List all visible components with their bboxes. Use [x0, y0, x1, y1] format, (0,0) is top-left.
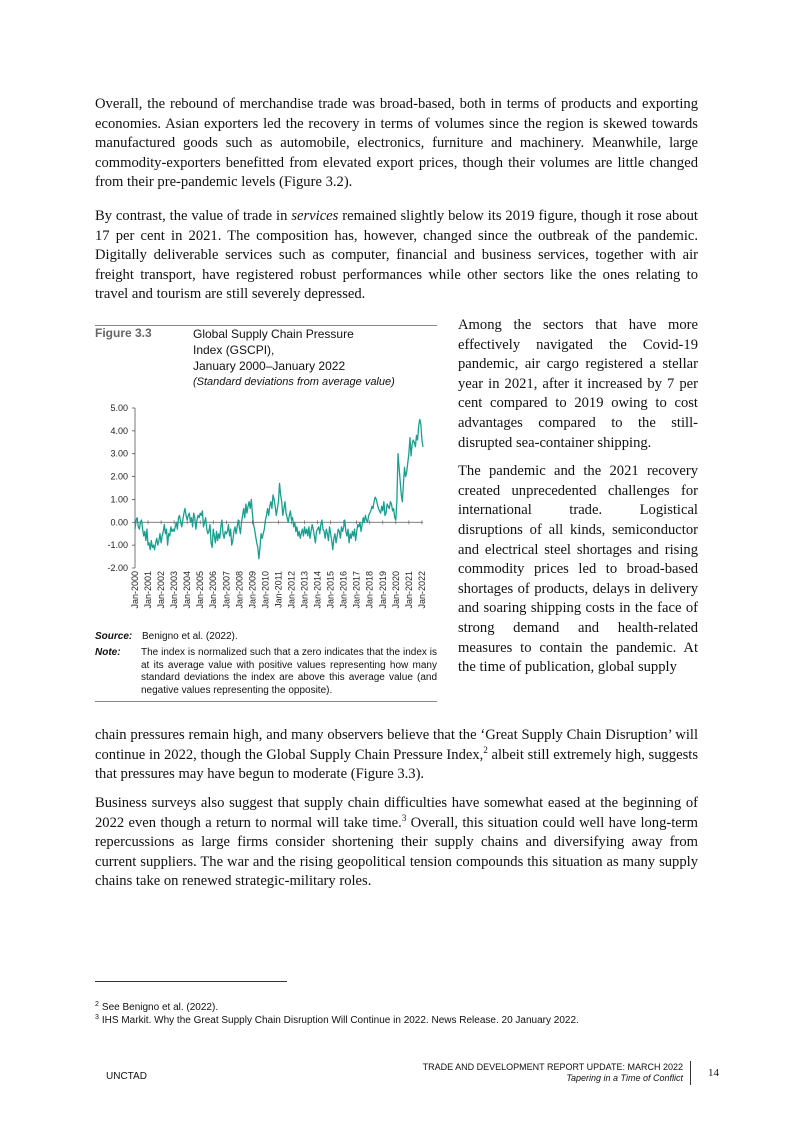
note-label: Note:: [95, 647, 121, 658]
figure-title: [193, 326, 433, 390]
x-tick-label: Jan-2012: [286, 571, 297, 609]
x-tick-label: Jan-2019: [377, 571, 388, 609]
y-tick-label: 0.00: [110, 517, 128, 528]
figure-subtitle: (Standard deviations from average value): [193, 376, 395, 388]
x-tick-label: Jan-2015: [325, 571, 336, 609]
y-tick-label: 2.00: [110, 471, 128, 482]
right-column: [458, 316, 698, 687]
x-tick-label: Jan-2006: [208, 571, 219, 609]
source-text: Benigno et al. (2022).: [142, 631, 238, 642]
figure-source: [95, 631, 437, 643]
x-tick-label: Jan-2021: [403, 571, 414, 609]
footnote-3: [95, 1015, 579, 1027]
footnote-2-text: See Benigno et al. (2022).: [101, 1002, 219, 1013]
footer-report-info: [383, 1062, 683, 1084]
paragraph-merchandise-trade: Overall, the rebound of merchandise trade was broad-based, both in terms of products and exporting economies. Asian exporters led the recovery in terms of volumes since the region is skewed towards manufactured goods such as automobile, electronics, furniture and machinery. Meanwhile, large commodity-exporters benefitted from elevated export prices, though their volumes are little changed from their pre-pandemic levels (Figure 3.2).: [95, 96, 698, 191]
x-tick-label: Jan-2014: [312, 571, 323, 609]
footnote-ref-2: 2: [483, 744, 488, 755]
paragraph-air-cargo: Among the sectors that have more effectively navigated the Covid-19 pandemic, air cargo registered a stellar year in 2021, after it increased by 7 per cent compared to 2019 owing to cost advantages compared to the still-disrupted sea-container shipping.: [458, 317, 698, 451]
footnote-ref-3: 3: [401, 812, 407, 823]
x-tick-label: Jan-2004: [182, 571, 193, 609]
footnote-3-number: 3: [95, 1014, 99, 1021]
x-tick-label: Jan-2020: [390, 571, 401, 609]
paragraph-supply-chain-pressures: [95, 726, 698, 785]
paragraph-services-trade: [95, 207, 698, 305]
surveys-text-a: Business surveys also suggest that supply chain difficulties have somewhat eased at the beginning of 2022 even though a return to normal will take time.: [95, 795, 698, 831]
footnote-3-text: IHS Markit. Why the Great Supply Chain Disruption Will Continue in 2022. News Release. 20 January 2022.: [101, 1015, 579, 1026]
figure-note: [95, 647, 437, 697]
x-tick-label: Jan-2002: [156, 571, 167, 609]
x-tick-label: Jan-2022: [416, 571, 427, 609]
gscpi-line-chart: [95, 395, 437, 627]
x-tick-label: Jan-2005: [195, 571, 206, 609]
footer-report-subtitle: Tapering in a Time of Conflict: [566, 1073, 683, 1083]
x-tick-label: Jan-2013: [299, 571, 310, 609]
footnote-2-number: 2: [95, 1001, 99, 1008]
figure-title-line3: January 2000–January 2022: [193, 359, 346, 373]
pressures-text-b: albeit still extremely high, suggests that pressures may have begun to moderate (Figure 3.3).: [95, 746, 698, 783]
pressures-text-a: chain pressures remain high, and many observers believe that the ‘Great Supply Chain Disruption’ will continue in 2022, though the Global Supply Chain Pressure Index,: [95, 727, 698, 763]
y-tick-label: 4.00: [110, 425, 128, 436]
x-tick-label: Jan-2018: [364, 571, 375, 609]
figure-label: Figure 3.3: [95, 326, 152, 340]
y-tick-label: 1.00: [110, 494, 128, 505]
x-tick-label: Jan-2007: [221, 571, 232, 609]
y-tick-label: 3.00: [110, 448, 128, 459]
y-tick-label: -1.00: [107, 540, 128, 551]
figure-title-line1: Global Supply Chain Pressure: [193, 327, 354, 341]
footnote-rule: [95, 981, 287, 982]
footnote-2: [95, 1002, 218, 1014]
x-tick-label: Jan-2017: [351, 571, 362, 609]
footer-publisher: UNCTAD: [106, 1071, 147, 1082]
x-tick-label: Jan-2000: [130, 571, 140, 609]
x-tick-label: Jan-2008: [234, 571, 245, 609]
services-text-a: By contrast, the value of trade in: [95, 208, 292, 224]
footer-separator: [690, 1061, 691, 1085]
figure-title-line2: Index (GSCPI),: [193, 343, 275, 357]
x-tick-label: Jan-2016: [338, 571, 349, 609]
footer-report-title: TRADE AND DEVELOPMENT REPORT UPDATE: MARCH 2022: [422, 1062, 683, 1072]
surveys-text-b: Overall, this situation could well have long-term repercussions as large firms consider shortening their supply chains and diversifying away from current suppliers. The war and the rising geopolitical tension compounds this situation as many supply chains take on renewed strategic-military roles.: [95, 814, 698, 890]
note-text: The index is normalized such that a zero indicates that the index is at its average value with positive values representing how many standard deviations the index are above this average value (and negative values representing the opposite).: [141, 647, 437, 696]
paragraph-pandemic-challenges: The pandemic and the 2021 recovery created unprecedented challenges for international trade. Logistical disruptions of all kinds, semiconductor and electrical steel shortages and rising commodity prices led to broad-based shortages of products, delays in delivery and soaring shipping costs in the face of strong demand and health-related measures to contain the pandemic. At the time of publication, global supply: [458, 463, 698, 676]
x-tick-label: Jan-2011: [273, 571, 284, 608]
page-number: 14: [708, 1067, 719, 1079]
y-tick-label: -2.00: [107, 563, 128, 573]
figure-bottom-rule: [95, 701, 437, 702]
paragraph-business-surveys: [95, 794, 698, 892]
x-tick-label: Jan-2001: [143, 571, 154, 609]
x-tick-label: Jan-2009: [247, 571, 258, 609]
x-tick-label: Jan-2003: [169, 571, 180, 609]
y-tick-label: 5.00: [110, 403, 128, 413]
services-text-b: remained slightly below its 2019 figure, though it rose about 17 per cent in 2021. The composition has, however, changed since the outbreak of the pandemic. Digitally deliverable services such as computer, financial and business services, together with air freight transport, have registered robust performances while other sectors like the ones relating to travel and tourism are still severely depressed.: [95, 208, 698, 303]
source-label: Source:: [95, 631, 133, 642]
gscpi-series-line: [135, 419, 423, 558]
x-tick-label: Jan-2010: [260, 571, 271, 609]
services-emphasis: services: [291, 208, 339, 224]
